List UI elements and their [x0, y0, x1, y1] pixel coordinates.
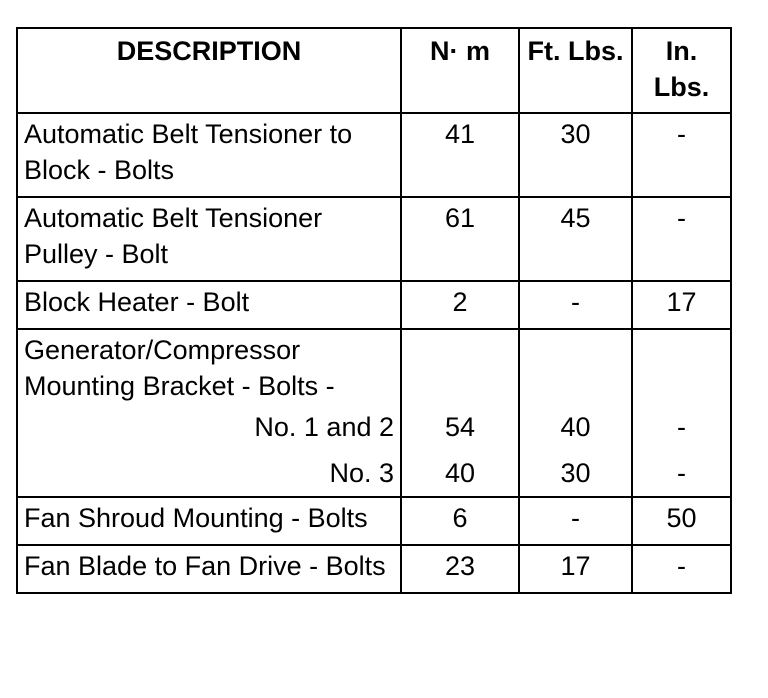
row-nm: 61 — [401, 197, 519, 281]
header-in-lbs: In. Lbs. — [632, 28, 731, 113]
row-description: Generator/Compressor Mounting Bracket - Bolts - — [17, 329, 401, 404]
table-subrow — [17, 450, 731, 497]
row-ft-lbs: 30 — [519, 450, 632, 497]
table-row — [17, 197, 731, 281]
row-description: No. 1 and 2 — [17, 404, 401, 450]
row-in-lbs: - — [632, 450, 731, 497]
table-row — [17, 497, 731, 545]
row-in-lbs: - — [632, 197, 731, 281]
row-in-lbs: 50 — [632, 497, 731, 545]
table-row — [17, 545, 731, 593]
header-description: DESCRIPTION — [17, 28, 401, 113]
row-description: Automatic Belt Tensioner Pulley - Bolt — [17, 197, 401, 281]
row-ft-lbs — [519, 329, 632, 404]
table-row — [17, 113, 731, 197]
torque-spec-table — [16, 27, 732, 594]
row-ft-lbs: - — [519, 497, 632, 545]
row-nm: 6 — [401, 497, 519, 545]
row-nm: 41 — [401, 113, 519, 197]
row-ft-lbs: 17 — [519, 545, 632, 593]
row-ft-lbs: 45 — [519, 197, 632, 281]
row-description: Automatic Belt Tensioner to Block - Bolts — [17, 113, 401, 197]
table-subrow — [17, 404, 731, 450]
row-nm: 2 — [401, 281, 519, 329]
row-description: Fan Blade to Fan Drive - Bolts — [17, 545, 401, 593]
row-in-lbs: - — [632, 113, 731, 197]
row-description: No. 3 — [17, 450, 401, 497]
row-in-lbs: - — [632, 404, 731, 450]
row-nm: 23 — [401, 545, 519, 593]
row-nm — [401, 329, 519, 404]
header-row — [17, 28, 731, 113]
header-nm: N· m — [401, 28, 519, 113]
row-nm: 54 — [401, 404, 519, 450]
row-description: Fan Shroud Mounting - Bolts — [17, 497, 401, 545]
header-ft-lbs: Ft. Lbs. — [519, 28, 632, 113]
row-ft-lbs: - — [519, 281, 632, 329]
row-ft-lbs: 30 — [519, 113, 632, 197]
row-in-lbs: - — [632, 545, 731, 593]
row-description: Block Heater - Bolt — [17, 281, 401, 329]
row-in-lbs: 17 — [632, 281, 731, 329]
table-row-group-heading — [17, 329, 731, 404]
table-row — [17, 281, 731, 329]
row-in-lbs — [632, 329, 731, 404]
row-nm: 40 — [401, 450, 519, 497]
row-ft-lbs: 40 — [519, 404, 632, 450]
